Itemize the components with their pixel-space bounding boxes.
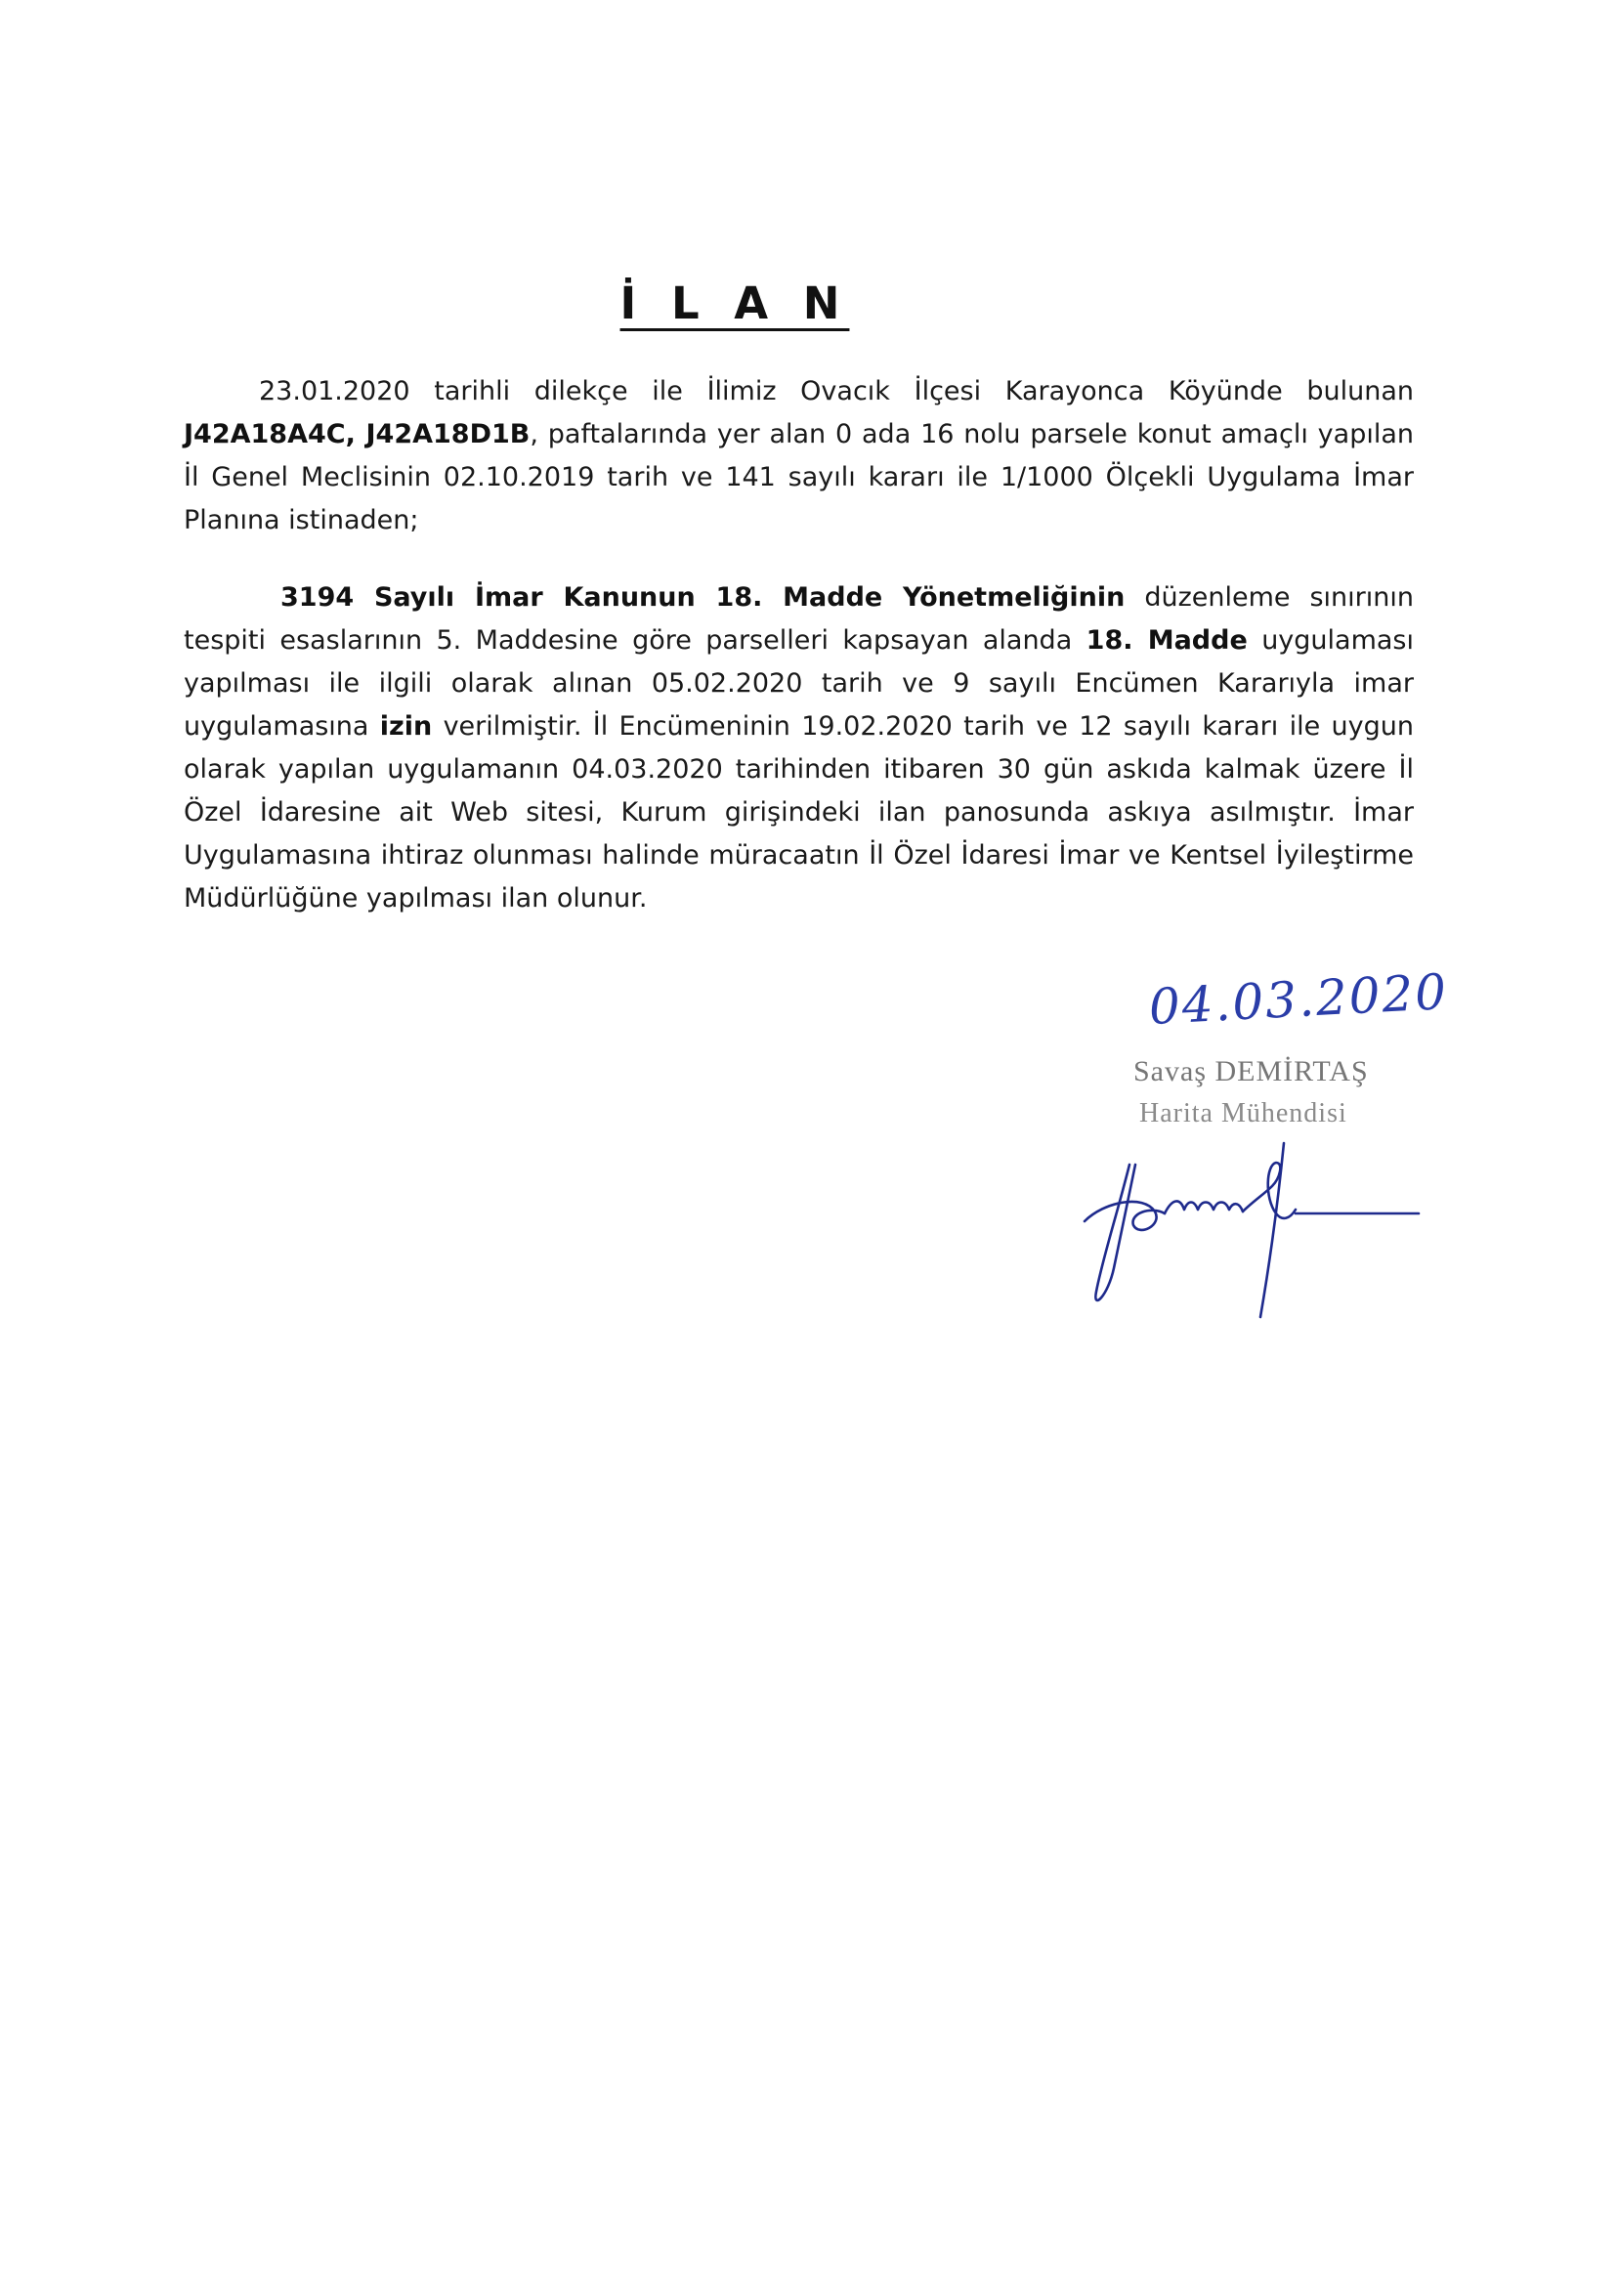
paragraph-intro (184, 370, 1414, 542)
paragraph-intro-text-1: 23.01.2020 tarihli dilekçe ile İlimiz Ovacık İlçesi Karayonca Köyünde bulunan (259, 376, 1414, 406)
handwritten-date: 04.03.2020 (1147, 963, 1450, 1036)
paragraph-main-text-2: uygulaması yapılması ile ilgili olarak alınan 05.02.2020 tarih ve 9 sayılı Encümen Kararıyla imar uygulamasına (184, 625, 1414, 742)
page-title: İ L A N (619, 277, 850, 329)
stamp-title: Harita Mühendisi (1139, 1098, 1347, 1128)
paragraph-intro-text-2: , paftalarında yer alan 0 ada 16 nolu parsele konut amaçlı yapılan İl Genel Meclisinin 02.10.2019 tarih ve 141 sayılı kararı ile 1/1000 Ölçekli Uygulama İmar Planına istinaden; (184, 419, 1414, 535)
law-reference: 3194 Sayılı İmar Kanunun 18. Madde Yönetmeliğinin (280, 582, 1126, 613)
permission-word: izin (379, 711, 433, 742)
paragraph-main (184, 576, 1414, 920)
paragraph-main-text-3: verilmiştir. İl Encümeninin 19.02.2020 tarih ve 12 sayılı kararı ile uygun olarak yapılan uygulamanın 04.03.2020 tarihinden itibaren 30 gün askıda kalmak üzere İl Özel İdaresine ait Web sitesi, Kurum girişindeki ilan panosunda askıya asılmıştır. İmar Uygulamasına ihtiraz olunması halinde müracaatın İl Özel İdaresi İmar ve Kentsel İyileştirme Müdürlüğüne yapılması ilan olunur. (184, 711, 1414, 914)
article-reference: 18. Madde (1086, 625, 1248, 656)
stamp-name: Savaş DEMİRTAŞ (1133, 1055, 1369, 1087)
handwritten-signature (1075, 1104, 1426, 1319)
sheet-numbers: J42A18A4C, J42A18D1B (184, 419, 531, 449)
paragraph-main-text-1: düzenleme sınırının tespiti esaslarının 5. Maddesine göre parselleri kapsayan alanda (184, 582, 1414, 656)
